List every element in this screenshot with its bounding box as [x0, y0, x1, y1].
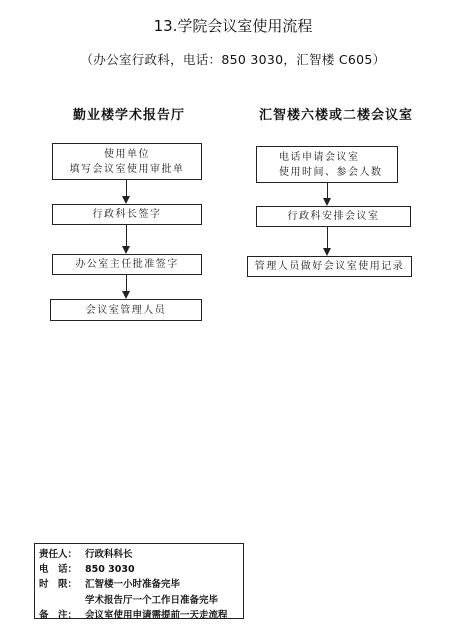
page-title: 13.学院会议室使用流程 — [153, 17, 313, 35]
time-value-1: 汇智楼一小时准备完毕 — [85, 579, 181, 591]
left-arrow-2 — [122, 246, 130, 254]
left-step-1-line-1: 使用单位 — [104, 148, 150, 160]
left-step-2-line-1: 行政科长签字 — [92, 209, 162, 220]
time-value-2: 学术报告厅一个工作日准备完毕 — [85, 594, 219, 606]
left-step-3-line-1: 办公室主任批准签字 — [75, 259, 179, 270]
right-step-3-line-1: 管理人员做好会议室使用记录 — [254, 261, 405, 272]
right-step-2-box — [256, 206, 411, 227]
right-step-1-box — [256, 146, 398, 183]
right-step-2-line-1: 行政科安排会议室 — [287, 211, 380, 222]
right-connector-1 — [327, 183, 328, 199]
note-label: 备 注： — [39, 609, 78, 621]
time-label: 时 限： — [39, 579, 78, 591]
info-row-responsible — [39, 547, 239, 562]
info-row-time-2 — [39, 593, 239, 608]
left-step-1-box — [52, 143, 202, 180]
right-step-1-line-2: 使用时间、参会人数 — [279, 166, 383, 178]
info-row-time — [39, 577, 239, 592]
left-connector-3 — [126, 275, 127, 292]
phone-label: 电 话： — [39, 564, 78, 576]
info-row-phone — [39, 562, 239, 577]
note-value: 会议室使用申请需提前一天走流程 — [85, 609, 228, 621]
left-step-4-line-1: 会议室管理人员 — [85, 304, 167, 316]
left-step-2-box — [52, 204, 202, 225]
left-step-3-box — [52, 254, 202, 275]
info-row-note — [39, 608, 239, 623]
left-connector-2 — [126, 225, 127, 247]
right-flow-heading: 汇智楼六楼或二楼会议室 — [259, 108, 414, 123]
right-connector-2 — [327, 227, 328, 249]
right-step-1-line-1: 电话申请会议室 — [279, 151, 360, 163]
right-step-3-box — [247, 256, 412, 277]
responsible-value: 行政科科长 — [85, 549, 133, 560]
right-arrow-1 — [323, 198, 331, 206]
contact-subtitle: （办公室行政科，电话：850 3030，汇智楼 C605） — [80, 52, 386, 67]
responsibility-info-box — [34, 543, 244, 619]
left-flow-heading: 勤业楼学术报告厅 — [73, 108, 186, 123]
right-arrow-2 — [323, 248, 331, 256]
left-arrow-3 — [122, 291, 130, 299]
left-arrow-1 — [122, 196, 130, 204]
left-step-4-box — [50, 299, 202, 321]
phone-value: 850 3030 — [85, 564, 135, 576]
left-step-1-line-2: 填写会议室使用审批单 — [69, 163, 185, 175]
responsible-label: 责任人： — [39, 549, 78, 560]
left-connector-1 — [126, 180, 127, 197]
